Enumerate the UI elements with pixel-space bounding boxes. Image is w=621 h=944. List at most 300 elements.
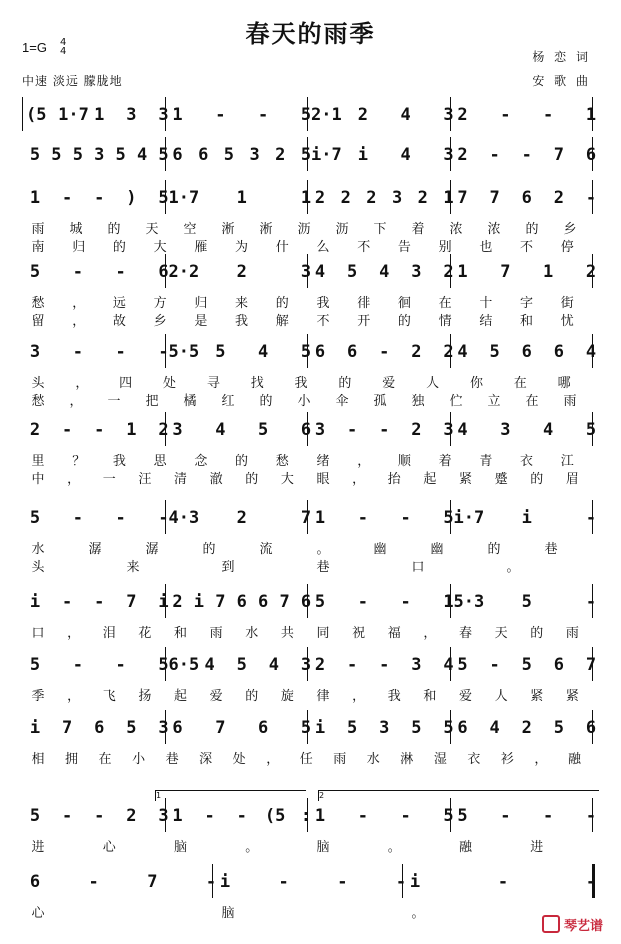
lyric-char: ， [75, 376, 89, 391]
note: 3 [443, 420, 454, 440]
note: 1 [443, 592, 454, 612]
lyric-char: 的 [107, 222, 121, 237]
note: - [585, 592, 597, 612]
lyric-char: 留 [31, 314, 45, 329]
note: 7 [215, 718, 226, 738]
lyric-char: 徊 [397, 296, 411, 311]
note: 5 [29, 806, 41, 826]
lyric-line [0, 236, 621, 254]
note: 2 [366, 188, 377, 208]
lyric-char: 口 [31, 626, 45, 641]
note: - [357, 592, 368, 612]
note: 2 [457, 145, 468, 165]
lyric-char: 紧 [530, 689, 544, 704]
note: 3 [300, 655, 312, 675]
lyric-char: 四 [119, 376, 133, 391]
lyric-char: 春 [458, 626, 472, 641]
note: - [347, 655, 358, 675]
tempo-marking: 中速 淡远 朦胧地 [22, 74, 123, 88]
lyric-char: 进 [31, 840, 45, 855]
note: - [72, 508, 83, 528]
lyric-char: 眉 [565, 472, 579, 487]
note: 3 [249, 145, 260, 165]
lyric-char: 大 [280, 472, 294, 487]
note: 5·5 [168, 342, 200, 362]
note: 5 [126, 718, 137, 738]
note: 5 [258, 420, 269, 440]
note: 5·3 [453, 592, 485, 612]
lyric-line [0, 310, 621, 328]
lyric-char: 雨 [563, 394, 577, 409]
lyric-char: 天 [494, 626, 508, 641]
lyric-char: 巷 [544, 542, 558, 557]
note: 6 [258, 718, 269, 738]
lyric-char: 红 [221, 394, 235, 409]
note: 5 [457, 806, 468, 826]
lyric-char: 相 [31, 752, 45, 767]
note: - [115, 342, 126, 362]
lyric-char: 下 [373, 222, 387, 237]
lyric-char: 的 [245, 472, 259, 487]
lyric-char: 。 [316, 542, 330, 557]
lyric-char: 的 [112, 240, 126, 255]
lyric-line [0, 556, 621, 574]
note: 2 [314, 188, 326, 208]
lyric-char: 告 [397, 240, 411, 255]
lyric-char: 幽 [373, 542, 387, 557]
note: 1 [172, 105, 183, 125]
lyric-char: 忧 [560, 314, 574, 329]
lyric-char: 在 [525, 394, 539, 409]
note: 1 [172, 806, 183, 826]
lyric-char: 我 [387, 689, 401, 704]
note: - [379, 655, 390, 675]
note: : [300, 806, 312, 826]
lyric-char: 爱 [382, 376, 396, 391]
lyric-char: 来 [235, 296, 249, 311]
note: - [521, 145, 532, 165]
note: - [94, 420, 105, 440]
lyric-char: 。 [245, 840, 259, 855]
lyric-char: 拥 [65, 752, 79, 767]
lyric-char: 湿 [433, 752, 447, 767]
lyric-char: 空 [183, 222, 197, 237]
note: - [62, 592, 73, 612]
lyric-char: 的 [338, 376, 352, 391]
note: 6 [585, 718, 597, 738]
lyric-char: 沥 [297, 222, 311, 237]
note: - [489, 655, 500, 675]
lyric-char: 泪 [102, 626, 116, 641]
note: 1 [126, 420, 137, 440]
note: - [347, 420, 358, 440]
lyric-char: 律 [316, 689, 330, 704]
note: 6 [521, 342, 532, 362]
note: - [88, 872, 99, 892]
note: - [500, 105, 511, 125]
note: ) [126, 188, 137, 208]
note: 4 [489, 718, 500, 738]
lyric-char: 的 [259, 394, 273, 409]
note: 7 [500, 262, 511, 282]
lyric-char: 清 [173, 472, 187, 487]
lyric-char: 思 [153, 454, 167, 469]
note: 4 [204, 655, 215, 675]
lyric-char: 在 [438, 296, 452, 311]
lyric-line [0, 902, 621, 920]
note: 5 [457, 655, 468, 675]
note: 2 [314, 655, 326, 675]
lyric-char: 哪 [557, 376, 571, 391]
lyric-char: 雨 [31, 222, 45, 237]
note: - [72, 342, 83, 362]
note: 4 [443, 655, 454, 675]
lyric-char: 徘 [357, 296, 371, 311]
note: 5 [51, 145, 62, 165]
lyric-char: 雁 [194, 240, 208, 255]
lyric-char: 和 [173, 626, 187, 641]
note: 3 [411, 655, 422, 675]
note: 2 [236, 508, 247, 528]
lyric-char: 扬 [138, 689, 152, 704]
note: 4 [400, 145, 411, 165]
note: 1 [314, 508, 326, 528]
lyric-char: 汪 [138, 472, 152, 487]
lyric-char: 脑 [316, 840, 330, 855]
note: 6 [198, 145, 209, 165]
lyric-char: 的 [487, 542, 501, 557]
note: - [489, 145, 500, 165]
lyric-char: 同 [316, 626, 330, 641]
lyric-char: 起 [423, 472, 437, 487]
lyric-char: 不 [316, 314, 330, 329]
note: - [337, 872, 348, 892]
note: 5 [72, 145, 83, 165]
lyric-char: 进 [530, 840, 544, 855]
lyric-char: 在 [98, 752, 112, 767]
lyric-char: ， [67, 689, 81, 704]
note: 3 [391, 188, 403, 208]
note: - [400, 806, 411, 826]
lyric-char: 大 [153, 240, 167, 255]
lyric-char: 橘 [183, 394, 197, 409]
note: 4 [457, 342, 468, 362]
note: - [158, 342, 169, 362]
note: 3 [500, 420, 511, 440]
note: 5 [553, 718, 564, 738]
lyric-char: 伞 [335, 394, 349, 409]
note: 5 [300, 145, 312, 165]
lyric-char: 幽 [430, 542, 444, 557]
note: 7 [457, 188, 468, 208]
lyric-char: 澈 [209, 472, 223, 487]
note: 1·7 [58, 105, 89, 125]
note: 6 [236, 592, 247, 612]
lyric-char: 结 [479, 314, 493, 329]
lyric-line [0, 390, 621, 408]
note: - [204, 806, 215, 826]
lyric-char: 处 [163, 376, 177, 391]
lyric-char: 雨 [333, 752, 347, 767]
lyric-char: ， [266, 752, 280, 767]
lyric-char: 衫 [500, 752, 514, 767]
lyric-char: 深 [199, 752, 213, 767]
note: 5 [29, 262, 41, 282]
note: 5 [158, 188, 169, 208]
note: - [543, 806, 554, 826]
lyric-char: 找 [250, 376, 264, 391]
note: 1 [29, 188, 41, 208]
note: 2 [411, 420, 422, 440]
lyric-char: 祝 [352, 626, 366, 641]
lyric-line [0, 450, 621, 468]
lyric-char: ， [72, 314, 86, 329]
note: 6 [300, 592, 312, 612]
note: 6 [158, 262, 169, 282]
note: 6 [347, 342, 358, 362]
note: - [72, 655, 83, 675]
note: 2 [521, 718, 532, 738]
note: 2 [553, 188, 564, 208]
lyric-char: 共 [280, 626, 294, 641]
lyric-char: 的 [202, 542, 216, 557]
meter-top: 4 [60, 37, 67, 48]
lyric-char: 和 [423, 689, 437, 704]
lyric-char: 来 [126, 560, 140, 575]
note: 5 [29, 655, 41, 675]
note: 3 [411, 262, 422, 282]
note: 5 [521, 655, 532, 675]
composer-credit: 安 歌 曲 [532, 74, 591, 88]
note: 2 [411, 342, 422, 362]
lyric-char: 我 [112, 454, 126, 469]
note: - [215, 105, 226, 125]
note: 5 [115, 145, 126, 165]
note: 2 [443, 262, 454, 282]
note: 3 [172, 420, 183, 440]
note: (5 [26, 105, 47, 125]
lyric-char: 爱 [209, 689, 223, 704]
meter-bottom: 4 [60, 46, 67, 57]
lyric-char: 紧 [565, 689, 579, 704]
lyric-char: 流 [259, 542, 273, 557]
lyric-char: 里 [31, 454, 45, 469]
note: 5 [585, 420, 597, 440]
note: 2 [236, 262, 247, 282]
note: 4 [258, 342, 269, 362]
note: 4 [215, 420, 226, 440]
lyric-char: 伫 [449, 394, 463, 409]
lyric-char: ， [72, 296, 86, 311]
note: - [585, 188, 597, 208]
lyric-char: 别 [438, 240, 452, 255]
note: - [500, 806, 511, 826]
note: 2 [417, 188, 428, 208]
lyric-char: 淅 [221, 222, 235, 237]
lyric-char: 念 [194, 454, 208, 469]
lyric-char: 蹙 [494, 472, 508, 487]
brand-watermark [542, 915, 603, 934]
lyric-char: ， [67, 472, 81, 487]
lyric-line [0, 622, 621, 640]
lyric-line [0, 538, 621, 556]
brand-logo-icon [542, 915, 560, 933]
lyric-char: 远 [112, 296, 126, 311]
lyric-char: 天 [145, 222, 159, 237]
lyric-char: 起 [173, 689, 187, 704]
note: - [94, 592, 105, 612]
note: 7 [300, 508, 312, 528]
lyric-char: 。 [506, 560, 520, 575]
lyric-char: 绪 [316, 454, 330, 469]
note: i [29, 718, 41, 738]
note: 3 [29, 342, 41, 362]
lyric-char: 衣 [467, 752, 481, 767]
note: - [379, 420, 390, 440]
lyric-char: 和 [520, 314, 534, 329]
note: - [497, 872, 509, 892]
lyric-char: 。 [411, 906, 425, 921]
note: 7 [215, 592, 226, 612]
note: 5 [411, 718, 422, 738]
lyric-char: 的 [275, 296, 289, 311]
lyric-char: 水 [31, 542, 45, 557]
brand-name: 琴艺谱 [563, 919, 603, 934]
note: 2·1 [311, 105, 342, 125]
song-title: 春天的雨季 [245, 19, 376, 48]
lyric-char: 飞 [102, 689, 116, 704]
lyricist-credit: 杨 恋 词 [532, 50, 591, 64]
time-signature [60, 38, 66, 56]
lyric-char: 顺 [397, 454, 411, 469]
note: i [357, 145, 368, 165]
lyric-char: 衣 [520, 454, 534, 469]
lyric-char: 雨 [565, 626, 579, 641]
note: 5 [314, 592, 326, 612]
note: 1 [94, 105, 105, 125]
lyric-char: 水 [366, 752, 380, 767]
note: 7 [553, 145, 564, 165]
note: (5 [264, 806, 286, 826]
lyric-char: 停 [560, 240, 574, 255]
note: i·7 [453, 508, 485, 528]
lyric-char: 一 [107, 394, 121, 409]
lyric-char: 解 [275, 314, 289, 329]
lyric-char: ？ [72, 454, 86, 469]
note: 6 [457, 718, 468, 738]
lyric-char: 淅 [259, 222, 273, 237]
lyric-char: ， [352, 472, 366, 487]
lyric-char: 潺 [88, 542, 102, 557]
lyric-line [0, 748, 621, 766]
lyric-char: 旋 [280, 689, 294, 704]
note: 6 [258, 592, 269, 612]
note: 2 [443, 342, 454, 362]
note: 7 [585, 655, 597, 675]
note: - [400, 508, 411, 528]
note: i [409, 872, 421, 892]
note: 5 [223, 145, 235, 165]
note: i [29, 592, 41, 612]
key-signature: 1=G [22, 40, 47, 55]
note: 1 [543, 262, 554, 282]
lyric-char: 任 [299, 752, 313, 767]
volta-1: 1 [155, 790, 306, 801]
lyric-char: 巷 [316, 560, 330, 575]
bar-line [22, 97, 23, 131]
note: - [357, 806, 368, 826]
lyric-line [0, 372, 621, 390]
note: - [72, 262, 83, 282]
note: 3 [300, 262, 312, 282]
note: 4 [268, 655, 279, 675]
note: 6 [172, 718, 183, 738]
note: 5 [300, 342, 312, 362]
note: 7 [126, 592, 137, 612]
lyric-char: 为 [235, 240, 249, 255]
lyric-char: 的 [530, 626, 544, 641]
lyric-char: 也 [479, 240, 493, 255]
note: - [115, 655, 126, 675]
note: - [62, 806, 73, 826]
note: 5 [300, 718, 312, 738]
note: 4 [136, 145, 148, 165]
note: 5 [443, 806, 454, 826]
lyric-char: 到 [221, 560, 235, 575]
note: 7 [279, 592, 290, 612]
note: 3 [126, 105, 137, 125]
note: - [158, 508, 169, 528]
note: - [94, 188, 105, 208]
lyric-char: 头 [31, 560, 45, 575]
note: 5 [29, 145, 41, 165]
note: 1 [443, 188, 454, 208]
note: 2 [158, 420, 169, 440]
note: - [115, 262, 126, 282]
note: 3 [443, 145, 454, 165]
note: 1·7 [168, 188, 200, 208]
note: 7 [62, 718, 73, 738]
note: 1 [585, 105, 597, 125]
lyric-char: 眼 [316, 472, 330, 487]
note: 6 [29, 872, 41, 892]
note: - [278, 872, 289, 892]
lyric-char: 人 [426, 376, 440, 391]
note: - [585, 508, 597, 528]
lyric-char: 心 [102, 840, 116, 855]
lyric-char: 口 [411, 560, 425, 575]
note: 6 [585, 145, 597, 165]
note: - [115, 508, 126, 528]
lyric-char: 一 [102, 472, 116, 487]
lyric-char: 乡 [153, 314, 167, 329]
lyric-char: 淋 [400, 752, 414, 767]
lyric-char: 小 [132, 752, 146, 767]
note: 5 [347, 718, 358, 738]
note: - [543, 105, 554, 125]
lyric-char: 融 [567, 752, 581, 767]
note: 3 [94, 145, 105, 165]
note: 2 [585, 262, 597, 282]
lyric-char: ， [357, 454, 371, 469]
note: - [585, 806, 597, 826]
note: - [585, 872, 597, 892]
lyric-char: 方 [153, 296, 167, 311]
lyric-line [0, 292, 621, 310]
note: 5 [443, 508, 454, 528]
note: 3 [379, 718, 390, 738]
note: 6 [553, 342, 564, 362]
